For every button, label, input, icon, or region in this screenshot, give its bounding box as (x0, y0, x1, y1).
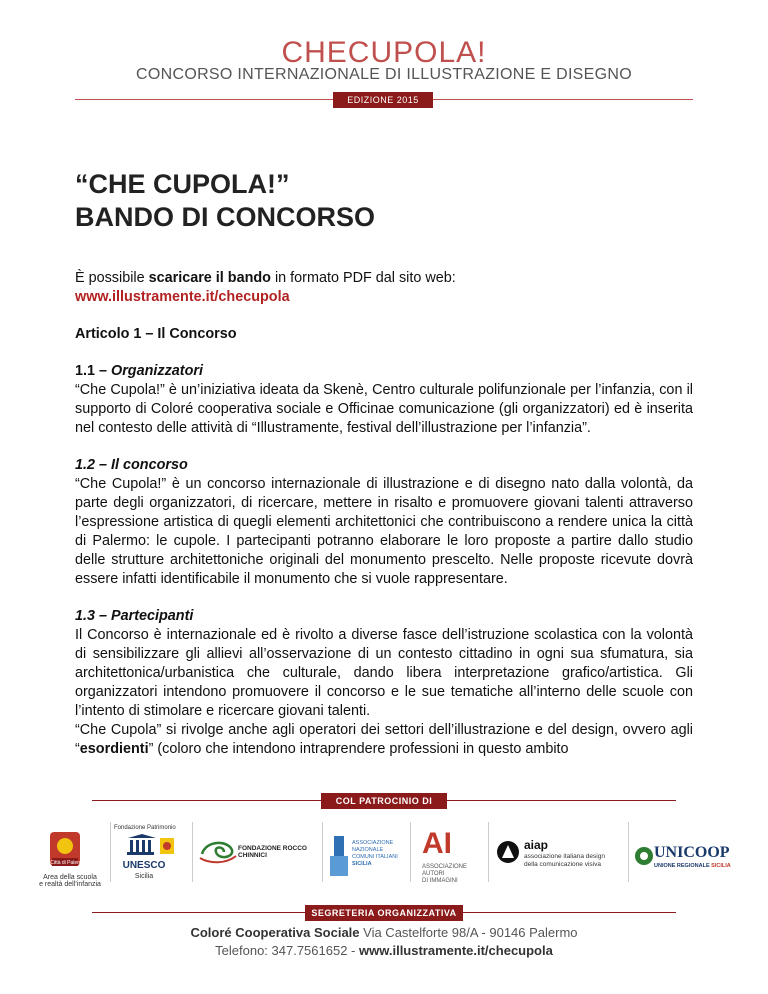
body2-suffix: ” (coloro che intendono intraprendere professioni in questo ambito (148, 741, 569, 757)
section-number: 1.1 – (75, 363, 112, 379)
aiap-line2: della comunicazione visiva (524, 861, 601, 868)
unicoop-sub-a: UNIONE REGIONALE (654, 863, 712, 869)
section-number: 1.2 – (75, 457, 112, 473)
chinnici-logo (198, 818, 316, 888)
logo-separator (488, 822, 489, 882)
section-1-3-body: Il Concorso è internazionale ed è rivolto a diverse fasce dell’istruzione scolastica con la volontà di sensibilizzare gli allievi all’osservazione di un contesto cittadino in ogni sua sfumatura, sia architettonica/urbanistica che culturale, dando libera interpretazione grafico/artistica. Gli organizzatori intendono promuovere il concorso e le sue tematiche all’interno delle scuole con l’intento di stimolare e ricercare giovani talenti. (75, 627, 693, 719)
intro-paragraph (75, 269, 693, 288)
logo-separator (628, 822, 629, 882)
article-heading: Articolo 1 – Il Concorso (75, 326, 237, 342)
section-title: Il concorso (111, 457, 188, 473)
unicoop-logo (632, 818, 742, 888)
document-body (75, 269, 693, 759)
palermo-logo (34, 818, 102, 888)
unicoop-sub-b: SICILIA (711, 863, 731, 869)
unesco-temple-icon (118, 834, 178, 858)
anci-line1: ASSOCIAZIONE (352, 840, 394, 846)
aiap-logo (494, 818, 620, 888)
anci-label (352, 840, 398, 868)
section-title: Partecipanti (111, 608, 194, 624)
page-title (75, 168, 375, 234)
ai-line3: DI IMMAGINI (422, 878, 458, 884)
patronage-logos (26, 818, 742, 888)
logo-separator (410, 822, 411, 882)
ai-logo (418, 818, 480, 888)
section-1-3-heading (75, 607, 693, 626)
secretariat-contact (0, 943, 768, 958)
unesco-sub: Sicilia (134, 873, 154, 880)
palermo-area-line1: Area della scuola (43, 874, 97, 881)
ai-label (422, 864, 467, 885)
chinnici-swirl-icon (198, 836, 238, 866)
unesco-logo (114, 818, 184, 888)
palermo-area-line2: e realtà dell’infanzia (39, 881, 101, 888)
anci-building-icon (330, 832, 350, 878)
intro-prefix: È possibile (75, 270, 149, 286)
page-header (0, 0, 768, 110)
aiap-line1: associazione italiana design (524, 853, 605, 860)
title-line-1: “CHE CUPOLA!” (75, 169, 290, 199)
unicoop-label: UNICOOP (654, 844, 730, 861)
secretariat-address (0, 925, 768, 940)
secretariat-name: Coloré Cooperativa Sociale (190, 925, 360, 940)
body2-prefix: “Che Cupola” si rivolge anche agli operatori dei settori dell’illustrazione e del design, ovvero agli “ (75, 722, 693, 757)
fondazione-label: Fondazione Patrimonio (114, 825, 176, 831)
section-1-3-body-2 (75, 721, 693, 759)
body2-bold: esordienti (79, 741, 149, 757)
download-link[interactable]: www.illustramente.it/checupola (75, 289, 290, 305)
chinnici-label: FONDAZIONE ROCCO CHINNICI (238, 845, 307, 859)
section-1-2-body: “Che Cupola!” è un concorso internazionale di illustrazione e di disegno nato dalla volontà, da parte degli organizzatori, di ricercare, mettere in risalto e promuovere giovani talenti attraverso l’espressione artistica di quegli elementi architettonici che contribuiscono a rendere unica la città di Palermo: le cupole. I partecipanti potranno elaborare le loro proposte a partire dallo studio delle strutture architettoniche originali del monumento prescelto. Nelle proposte ricevute dovrà essere infatti identificabile il monumento che si vuole rappresentare. (75, 476, 693, 587)
ai-line2: AUTORI (422, 871, 445, 877)
brand-name: CHECUPOLA! (281, 36, 487, 69)
section-number: 1.3 – (75, 608, 112, 624)
unicoop-sub (654, 862, 731, 870)
section-1-1-body: “Che Cupola!” è un’iniziativa ideata da Skenè, Centro culturale polifunzionale per l’infanzia, con il supporto di Coloré cooperativa sociale e Officinae comunicazione (gli organizzatori) ed è inserita nel contesto delle attività di “Illustramente, festival dell’illustrazione per l’infanzia”. (75, 382, 693, 436)
anci-line3: COMUNI ITALIANI (352, 854, 398, 860)
anci-line4: SICILIA (352, 861, 372, 867)
secretariat-address-text: Via Castelforte 98/A - 90146 Palermo (359, 925, 578, 940)
ai-mark: AI (422, 827, 452, 860)
anci-line2: NAZIONALE (352, 847, 384, 853)
section-title: Organizzatori (111, 363, 203, 379)
intro-bold: scaricare il bando (148, 270, 271, 286)
edition-badge: EDIZIONE 2015 (333, 92, 433, 108)
ai-line1: ASSOCIAZIONE (422, 864, 468, 870)
logo-separator (322, 822, 323, 882)
brand-logo (0, 36, 768, 70)
aiap-desc (524, 853, 605, 869)
secretariat-phone: Telefono: 347.7561652 - (215, 943, 359, 958)
secretariat-label: SEGRETERIA ORGANIZZATIVA (305, 905, 463, 921)
logo-separator (110, 822, 111, 882)
patronage-label: COL PATROCINIO DI (321, 793, 447, 809)
contest-subtitle: CONCORSO INTERNAZIONALE DI ILLUSTRAZIONE E DISEGNO (136, 66, 632, 83)
palermo-city-label: Città di Palermo (50, 860, 86, 866)
unesco-label: UNESCO (122, 860, 166, 871)
anci-logo (328, 818, 412, 888)
logo-separator (192, 822, 193, 882)
section-1-1-heading (75, 362, 693, 381)
aiap-circle-icon (496, 840, 520, 864)
title-line-2: BANDO DI CONCORSO (75, 202, 376, 232)
intro-suffix: in formato PDF dal sito web: (270, 270, 456, 286)
aiap-label: aiap (524, 838, 549, 852)
secretariat-website[interactable]: www.illustramente.it/checupola (359, 943, 553, 958)
unicoop-star-icon (634, 846, 654, 866)
section-1-2-heading (75, 456, 693, 475)
